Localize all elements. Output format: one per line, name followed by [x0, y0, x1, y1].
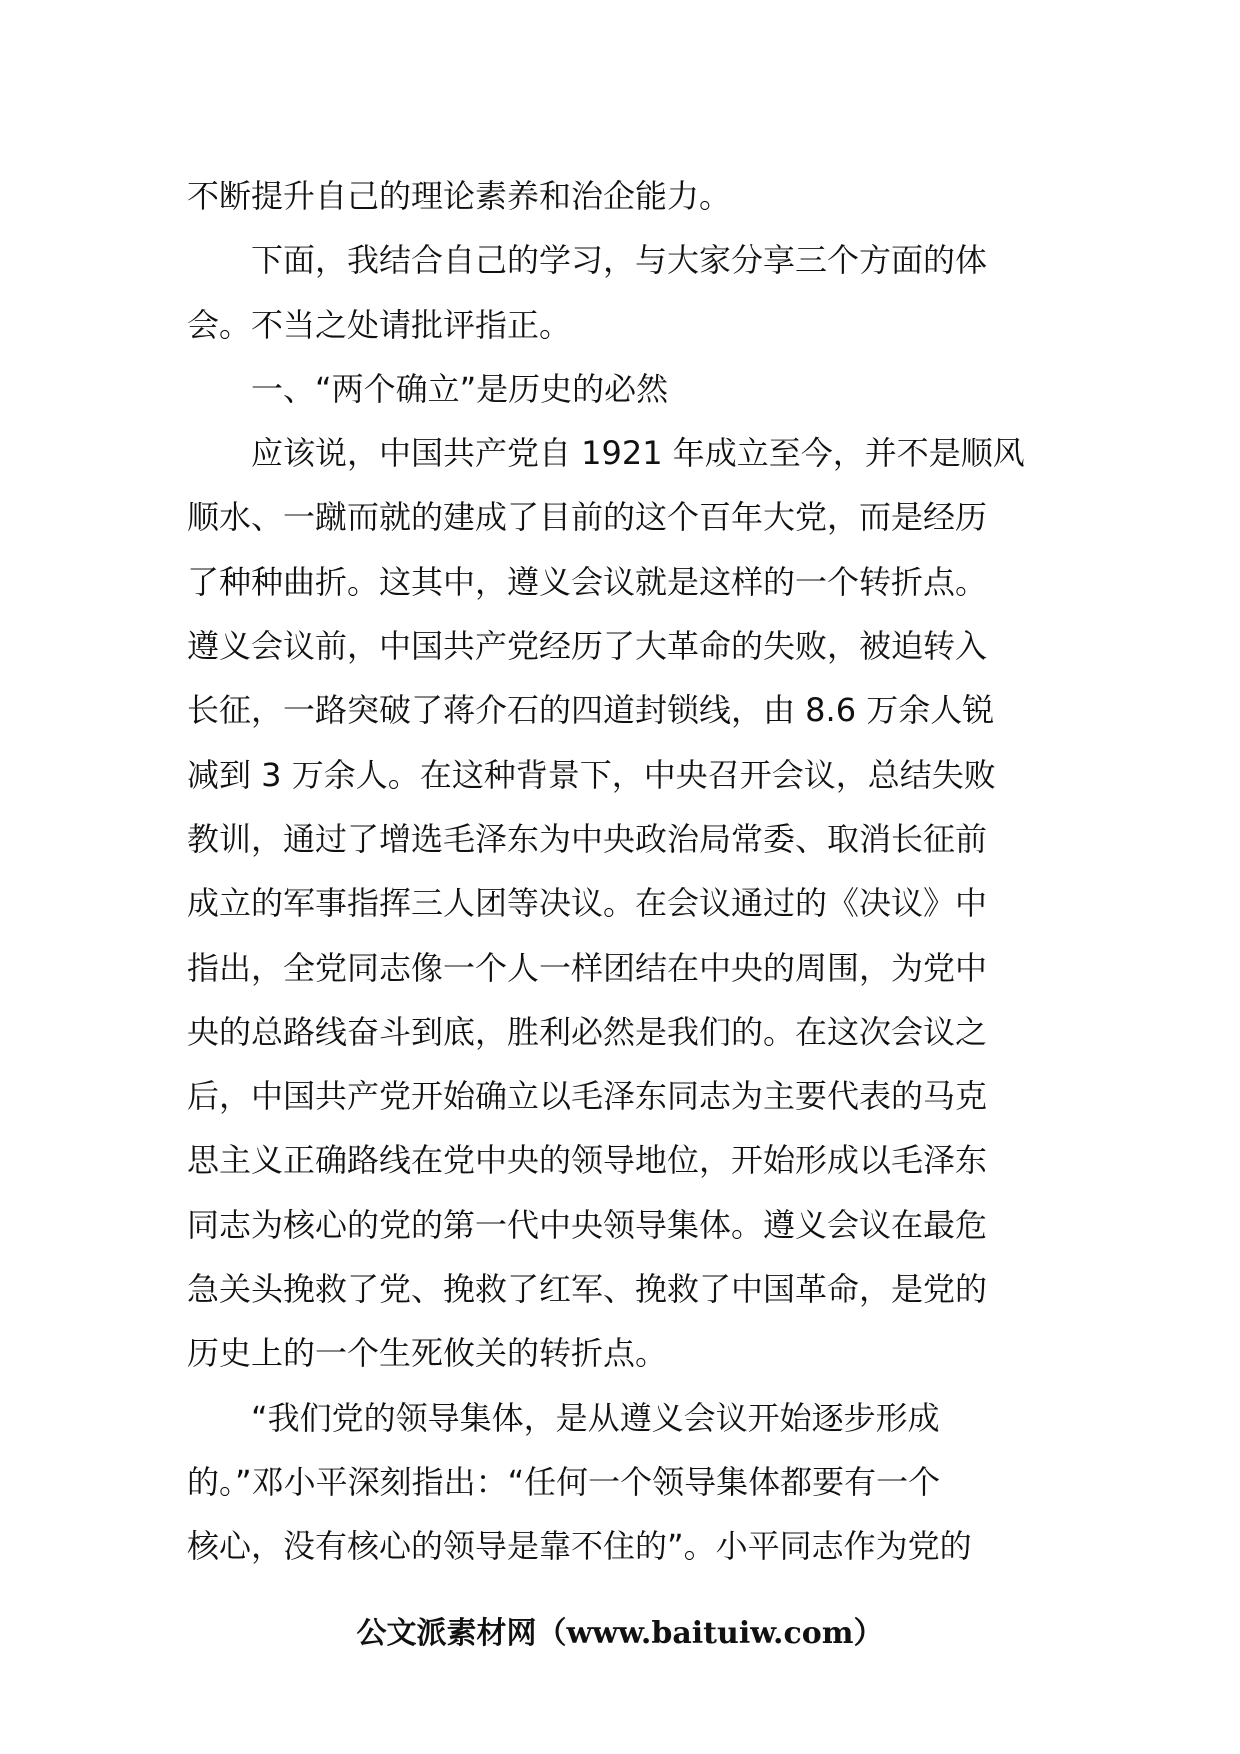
body-line: 历史上的一个生死攸关的转折点。	[187, 1334, 668, 1373]
body-line: 会。不当之处请批评指正。	[187, 305, 572, 344]
body-line: 的。”邓小平深刻指出：“任何一个领导集体都要有一个	[187, 1462, 941, 1501]
body-line: 顺水、一蹴而就的建成了目前的这个百年大党，而是经历	[187, 498, 988, 537]
body-line: 教训，通过了增选毛泽东为中央政治局常委、取消长征前	[187, 819, 988, 858]
body-line: 减到 3 万余人。在这种背景下，中央召开会议，总结失败	[187, 755, 996, 794]
body-line: 应该说，中国共产党自 1921 年成立至今，并不是顺风	[187, 434, 1025, 473]
document-body	[187, 164, 1057, 1579]
body-line: 下面，我结合自己的学习，与大家分享三个方面的体	[187, 241, 988, 280]
body-line: 核心，没有核心的领导是靠不住的”。小平同志作为党的	[187, 1527, 972, 1566]
body-line: 央的总路线奋斗到底，胜利必然是我们的。在这次会议之	[187, 1012, 988, 1051]
body-line: 了种种曲折。这其中，遵义会议就是这样的一个转折点。	[187, 562, 988, 601]
body-line: 急关头挽救了党、挽救了红军、挽救了中国革命，是党的	[187, 1270, 988, 1309]
body-line: 不断提升自己的理论素养和治企能力。	[187, 177, 732, 215]
body-line: 指出，全党同志像一个人一样团结在中央的周围，为党中	[187, 948, 988, 987]
body-line: “我们党的领导集体，是从遵义会议开始逐步形成	[187, 1398, 940, 1437]
section-heading: 一、“两个确立”是历史的必然	[187, 369, 669, 408]
body-line: 同志为核心的党的第一代中央领导集体。遵义会议在最危	[187, 1205, 988, 1244]
body-line: 成立的军事指挥三人团等决议。在会议通过的《决议》中	[187, 884, 988, 923]
body-line: 后，中国共产党开始确立以毛泽东同志为主要代表的马克	[187, 1077, 988, 1116]
page-footer: 公文派素材网（www.baituiw.com）	[356, 1616, 884, 1651]
body-line: 遵义会议前，中国共产党经历了大革命的失败，被迫转入	[187, 627, 988, 666]
body-line: 思主义正确路线在党中央的领导地位，开始形成以毛泽东	[187, 1141, 988, 1180]
body-line: 长征，一路突破了蒋介石的四道封锁线，由 8.6 万余人锐	[187, 691, 995, 730]
